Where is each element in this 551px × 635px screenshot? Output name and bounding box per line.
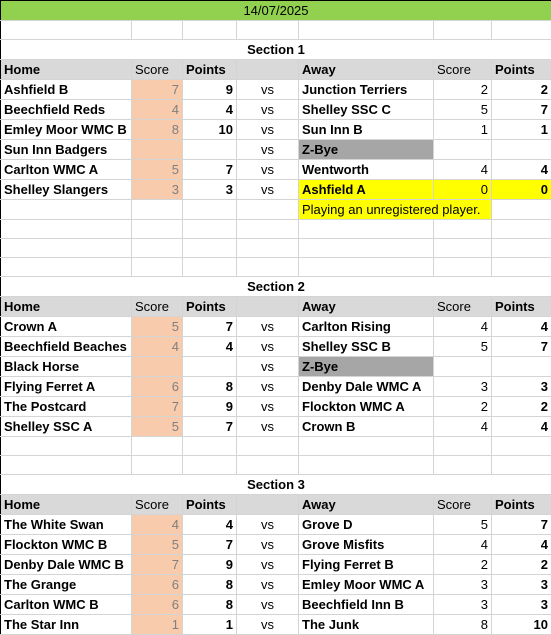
vs-label[interactable]: vs <box>237 555 299 575</box>
match-row <box>1 595 551 615</box>
home-score[interactable]: 4 <box>132 515 183 535</box>
header-away[interactable]: Away <box>299 60 434 80</box>
home-points[interactable]: 4 <box>183 100 237 120</box>
home-score[interactable]: 5 <box>132 317 183 337</box>
home-score[interactable]: 5 <box>132 417 183 437</box>
home-team[interactable]: Carlton WMC A <box>1 160 132 180</box>
empty-cell[interactable] <box>132 200 183 220</box>
column-header-row <box>1 495 551 515</box>
header-blank[interactable] <box>237 297 299 317</box>
match-row <box>1 317 551 337</box>
home-team[interactable]: Beechfield Beaches <box>1 337 132 357</box>
home-score[interactable]: 6 <box>132 595 183 615</box>
vs-label[interactable]: vs <box>237 160 299 180</box>
home-team[interactable]: Shelley Slangers <box>1 180 132 200</box>
column-header-row <box>1 60 551 80</box>
header-home[interactable]: Home <box>1 60 132 80</box>
empty-cell[interactable] <box>183 437 237 456</box>
match-row <box>1 160 551 180</box>
section-title[interactable]: Section 2 <box>1 277 551 297</box>
column-header-row <box>1 297 551 317</box>
empty-cell[interactable] <box>1 200 132 220</box>
header-points[interactable]: Points <box>183 495 237 515</box>
home-points[interactable]: 9 <box>183 397 237 417</box>
away-points[interactable]: 2 <box>492 397 551 417</box>
home-team[interactable]: The Star Inn <box>1 615 132 635</box>
home-points[interactable]: 7 <box>183 535 237 555</box>
header-points[interactable]: Points <box>183 297 237 317</box>
empty-cell[interactable] <box>237 21 299 40</box>
away-team[interactable]: Sun Inn B <box>299 120 434 140</box>
empty-cell[interactable] <box>237 200 299 220</box>
home-score[interactable]: 7 <box>132 397 183 417</box>
header-away-points[interactable]: Points <box>492 495 551 515</box>
home-score[interactable]: 7 <box>132 555 183 575</box>
home-team[interactable]: The Grange <box>1 575 132 595</box>
date-row <box>1 1 551 21</box>
vs-label[interactable]: vs <box>237 317 299 337</box>
vs-label[interactable]: vs <box>237 80 299 100</box>
away-points[interactable]: 10 <box>492 615 551 635</box>
empty-cell[interactable] <box>1 220 132 239</box>
home-score[interactable]: 4 <box>132 100 183 120</box>
home-points[interactable]: 8 <box>183 575 237 595</box>
empty-cell[interactable] <box>434 437 492 456</box>
away-team[interactable]: The Junk <box>299 615 434 635</box>
empty-cell[interactable] <box>237 258 299 277</box>
home-score[interactable]: 5 <box>132 160 183 180</box>
empty-cell[interactable] <box>1 437 132 456</box>
vs-label[interactable]: vs <box>237 100 299 120</box>
empty-cell[interactable] <box>183 200 237 220</box>
vs-label[interactable]: vs <box>237 615 299 635</box>
match-row <box>1 417 551 437</box>
home-score[interactable]: 6 <box>132 377 183 397</box>
away-points[interactable]: 4 <box>492 535 551 555</box>
away-team[interactable]: Beechfield Inn B <box>299 595 434 615</box>
home-score[interactable] <box>132 357 183 377</box>
vs-label[interactable]: vs <box>237 515 299 535</box>
date-cell[interactable]: 14/07/2025 <box>1 1 551 21</box>
section-title-row <box>1 475 551 495</box>
empty-cell[interactable] <box>492 437 551 456</box>
home-points[interactable] <box>183 357 237 377</box>
spacer-row <box>1 21 551 40</box>
away-team[interactable]: Wentworth <box>299 160 434 180</box>
home-score[interactable]: 1 <box>132 615 183 635</box>
match-row <box>1 180 551 200</box>
match-row <box>1 80 551 100</box>
empty-cell[interactable] <box>132 437 183 456</box>
empty-cell[interactable] <box>237 456 299 475</box>
header-blank[interactable] <box>237 60 299 80</box>
away-score[interactable]: 2 <box>434 80 492 100</box>
vs-label[interactable]: vs <box>237 575 299 595</box>
match-row <box>1 397 551 417</box>
header-home[interactable]: Home <box>1 495 132 515</box>
empty-cell[interactable] <box>132 456 183 475</box>
away-score[interactable]: 3 <box>434 377 492 397</box>
home-team[interactable]: Beechfield Reds <box>1 100 132 120</box>
empty-cell[interactable] <box>434 21 492 40</box>
empty-cell[interactable] <box>132 258 183 277</box>
vs-label[interactable]: vs <box>237 337 299 357</box>
away-score[interactable] <box>434 140 492 160</box>
away-score[interactable]: 2 <box>434 555 492 575</box>
header-score[interactable]: Score <box>132 297 183 317</box>
away-score[interactable]: 3 <box>434 575 492 595</box>
home-team[interactable]: Carlton WMC B <box>1 595 132 615</box>
home-points[interactable]: 4 <box>183 337 237 357</box>
home-score[interactable]: 7 <box>132 80 183 100</box>
away-points[interactable]: 3 <box>492 575 551 595</box>
home-points[interactable]: 7 <box>183 317 237 337</box>
header-away-score[interactable]: Score <box>434 495 492 515</box>
home-team[interactable]: The White Swan <box>1 515 132 535</box>
header-score[interactable]: Score <box>132 60 183 80</box>
away-score[interactable]: 5 <box>434 515 492 535</box>
away-team[interactable]: Z-Bye <box>299 140 434 160</box>
away-score[interactable]: 0 <box>434 180 492 200</box>
away-points[interactable]: 2 <box>492 555 551 575</box>
empty-cell[interactable] <box>1 21 132 40</box>
away-points[interactable] <box>492 140 551 160</box>
section-title-row <box>1 277 551 297</box>
home-points[interactable]: 4 <box>183 515 237 535</box>
header-away-score[interactable]: Score <box>434 297 492 317</box>
away-score[interactable]: 1 <box>434 120 492 140</box>
empty-cell[interactable] <box>183 456 237 475</box>
empty-cell[interactable] <box>183 239 237 258</box>
vs-label[interactable]: vs <box>237 180 299 200</box>
section-title[interactable]: Section 1 <box>1 40 551 60</box>
home-points[interactable]: 1 <box>183 615 237 635</box>
away-points[interactable]: 2 <box>492 80 551 100</box>
header-away-score[interactable]: Score <box>434 60 492 80</box>
home-points[interactable] <box>183 140 237 160</box>
header-blank[interactable] <box>237 495 299 515</box>
header-away-points[interactable]: Points <box>492 60 551 80</box>
away-score[interactable]: 4 <box>434 417 492 437</box>
away-points[interactable]: 4 <box>492 317 551 337</box>
home-score[interactable]: 5 <box>132 535 183 555</box>
away-team[interactable]: Emley Moor WMC A <box>299 575 434 595</box>
empty-cell[interactable] <box>183 258 237 277</box>
away-points[interactable]: 3 <box>492 377 551 397</box>
away-score[interactable]: 3 <box>434 595 492 615</box>
away-points[interactable]: 1 <box>492 120 551 140</box>
away-score[interactable]: 4 <box>434 160 492 180</box>
home-team[interactable]: Black Horse <box>1 357 132 377</box>
empty-cell[interactable] <box>237 220 299 239</box>
away-score[interactable]: 5 <box>434 337 492 357</box>
empty-cell[interactable] <box>299 456 434 475</box>
empty-cell[interactable] <box>492 200 551 220</box>
empty-cell[interactable] <box>132 239 183 258</box>
home-score[interactable]: 3 <box>132 180 183 200</box>
empty-cell[interactable] <box>132 220 183 239</box>
empty-cell[interactable] <box>492 220 551 239</box>
match-row <box>1 615 551 635</box>
note-text[interactable]: Playing an unregistered player. <box>299 200 492 220</box>
home-team[interactable]: Crown A <box>1 317 132 337</box>
empty-cell[interactable] <box>1 456 132 475</box>
vs-label[interactable]: vs <box>237 417 299 437</box>
match-row <box>1 575 551 595</box>
away-points[interactable]: 0 <box>492 180 551 200</box>
empty-cell[interactable] <box>237 437 299 456</box>
spacer-row <box>1 456 551 475</box>
home-points[interactable]: 9 <box>183 80 237 100</box>
away-points[interactable]: 7 <box>492 515 551 535</box>
header-home[interactable]: Home <box>1 297 132 317</box>
empty-cell[interactable] <box>434 456 492 475</box>
match-row <box>1 555 551 575</box>
away-team[interactable]: Grove D <box>299 515 434 535</box>
empty-cell[interactable] <box>434 220 492 239</box>
away-score[interactable] <box>434 357 492 377</box>
empty-cell[interactable] <box>492 258 551 277</box>
header-away-points[interactable]: Points <box>492 297 551 317</box>
away-points[interactable]: 7 <box>492 100 551 120</box>
note-row <box>1 200 551 220</box>
empty-cell[interactable] <box>299 21 434 40</box>
empty-cell[interactable] <box>237 239 299 258</box>
header-points[interactable]: Points <box>183 60 237 80</box>
header-away[interactable]: Away <box>299 297 434 317</box>
match-row <box>1 377 551 397</box>
header-score[interactable]: Score <box>132 495 183 515</box>
match-row <box>1 535 551 555</box>
section-title[interactable]: Section 3 <box>1 475 551 495</box>
vs-label[interactable]: vs <box>237 397 299 417</box>
match-row <box>1 515 551 535</box>
empty-cell[interactable] <box>492 21 551 40</box>
empty-cell[interactable] <box>299 437 434 456</box>
home-score[interactable] <box>132 140 183 160</box>
away-team[interactable]: Junction Terriers <box>299 80 434 100</box>
empty-cell[interactable] <box>132 21 183 40</box>
home-points[interactable]: 3 <box>183 180 237 200</box>
spacer-row <box>1 437 551 456</box>
away-points[interactable]: 7 <box>492 337 551 357</box>
home-score[interactable]: 8 <box>132 120 183 140</box>
away-score[interactable]: 8 <box>434 615 492 635</box>
empty-cell[interactable] <box>299 239 434 258</box>
spacer-row <box>1 239 551 258</box>
empty-cell[interactable] <box>492 456 551 475</box>
empty-cell[interactable] <box>1 239 132 258</box>
vs-label[interactable]: vs <box>237 357 299 377</box>
away-points[interactable]: 4 <box>492 160 551 180</box>
home-team[interactable]: Flying Ferret A <box>1 377 132 397</box>
away-score[interactable]: 4 <box>434 535 492 555</box>
header-away[interactable]: Away <box>299 495 434 515</box>
home-points[interactable]: 7 <box>183 417 237 437</box>
section-title-row <box>1 40 551 60</box>
empty-cell[interactable] <box>1 258 132 277</box>
away-score[interactable]: 4 <box>434 317 492 337</box>
away-team[interactable]: Denby Dale WMC A <box>299 377 434 397</box>
empty-cell[interactable] <box>299 220 434 239</box>
away-score[interactable]: 5 <box>434 100 492 120</box>
home-team[interactable]: Ashfield B <box>1 80 132 100</box>
home-points[interactable]: 10 <box>183 120 237 140</box>
empty-cell[interactable] <box>434 258 492 277</box>
empty-cell[interactable] <box>183 21 237 40</box>
away-team[interactable]: Flying Ferret B <box>299 555 434 575</box>
vs-label[interactable]: vs <box>237 377 299 397</box>
home-team[interactable]: Emley Moor WMC B <box>1 120 132 140</box>
vs-label[interactable]: vs <box>237 595 299 615</box>
away-points[interactable] <box>492 357 551 377</box>
away-points[interactable]: 3 <box>492 595 551 615</box>
home-score[interactable]: 4 <box>132 337 183 357</box>
home-points[interactable]: 7 <box>183 160 237 180</box>
vs-label[interactable]: vs <box>237 140 299 160</box>
home-team[interactable]: Shelley SSC A <box>1 417 132 437</box>
away-team[interactable]: Shelley SSC B <box>299 337 434 357</box>
away-team[interactable]: Grove Misfits <box>299 535 434 555</box>
home-points[interactable]: 8 <box>183 377 237 397</box>
away-team[interactable]: Crown B <box>299 417 434 437</box>
match-row <box>1 100 551 120</box>
away-team[interactable]: Ashfield A <box>299 180 434 200</box>
spacer-row <box>1 258 551 277</box>
empty-cell[interactable] <box>434 239 492 258</box>
spacer-row <box>1 220 551 239</box>
home-team[interactable]: The Postcard <box>1 397 132 417</box>
home-points[interactable]: 9 <box>183 555 237 575</box>
home-score[interactable]: 6 <box>132 575 183 595</box>
away-score[interactable]: 2 <box>434 397 492 417</box>
match-row <box>1 140 551 160</box>
away-team[interactable]: Z-Bye <box>299 357 434 377</box>
empty-cell[interactable] <box>492 239 551 258</box>
away-team[interactable]: Flockton WMC A <box>299 397 434 417</box>
vs-label[interactable]: vs <box>237 535 299 555</box>
match-row <box>1 357 551 377</box>
away-points[interactable]: 4 <box>492 417 551 437</box>
vs-label[interactable]: vs <box>237 120 299 140</box>
away-team[interactable]: Shelley SSC C <box>299 100 434 120</box>
home-team[interactable]: Flockton WMC B <box>1 535 132 555</box>
match-row <box>1 120 551 140</box>
empty-cell[interactable] <box>183 220 237 239</box>
home-team[interactable]: Denby Dale WMC B <box>1 555 132 575</box>
home-team[interactable]: Sun Inn Badgers <box>1 140 132 160</box>
match-row <box>1 337 551 357</box>
empty-cell[interactable] <box>299 258 434 277</box>
home-points[interactable]: 8 <box>183 595 237 615</box>
away-team[interactable]: Carlton Rising <box>299 317 434 337</box>
